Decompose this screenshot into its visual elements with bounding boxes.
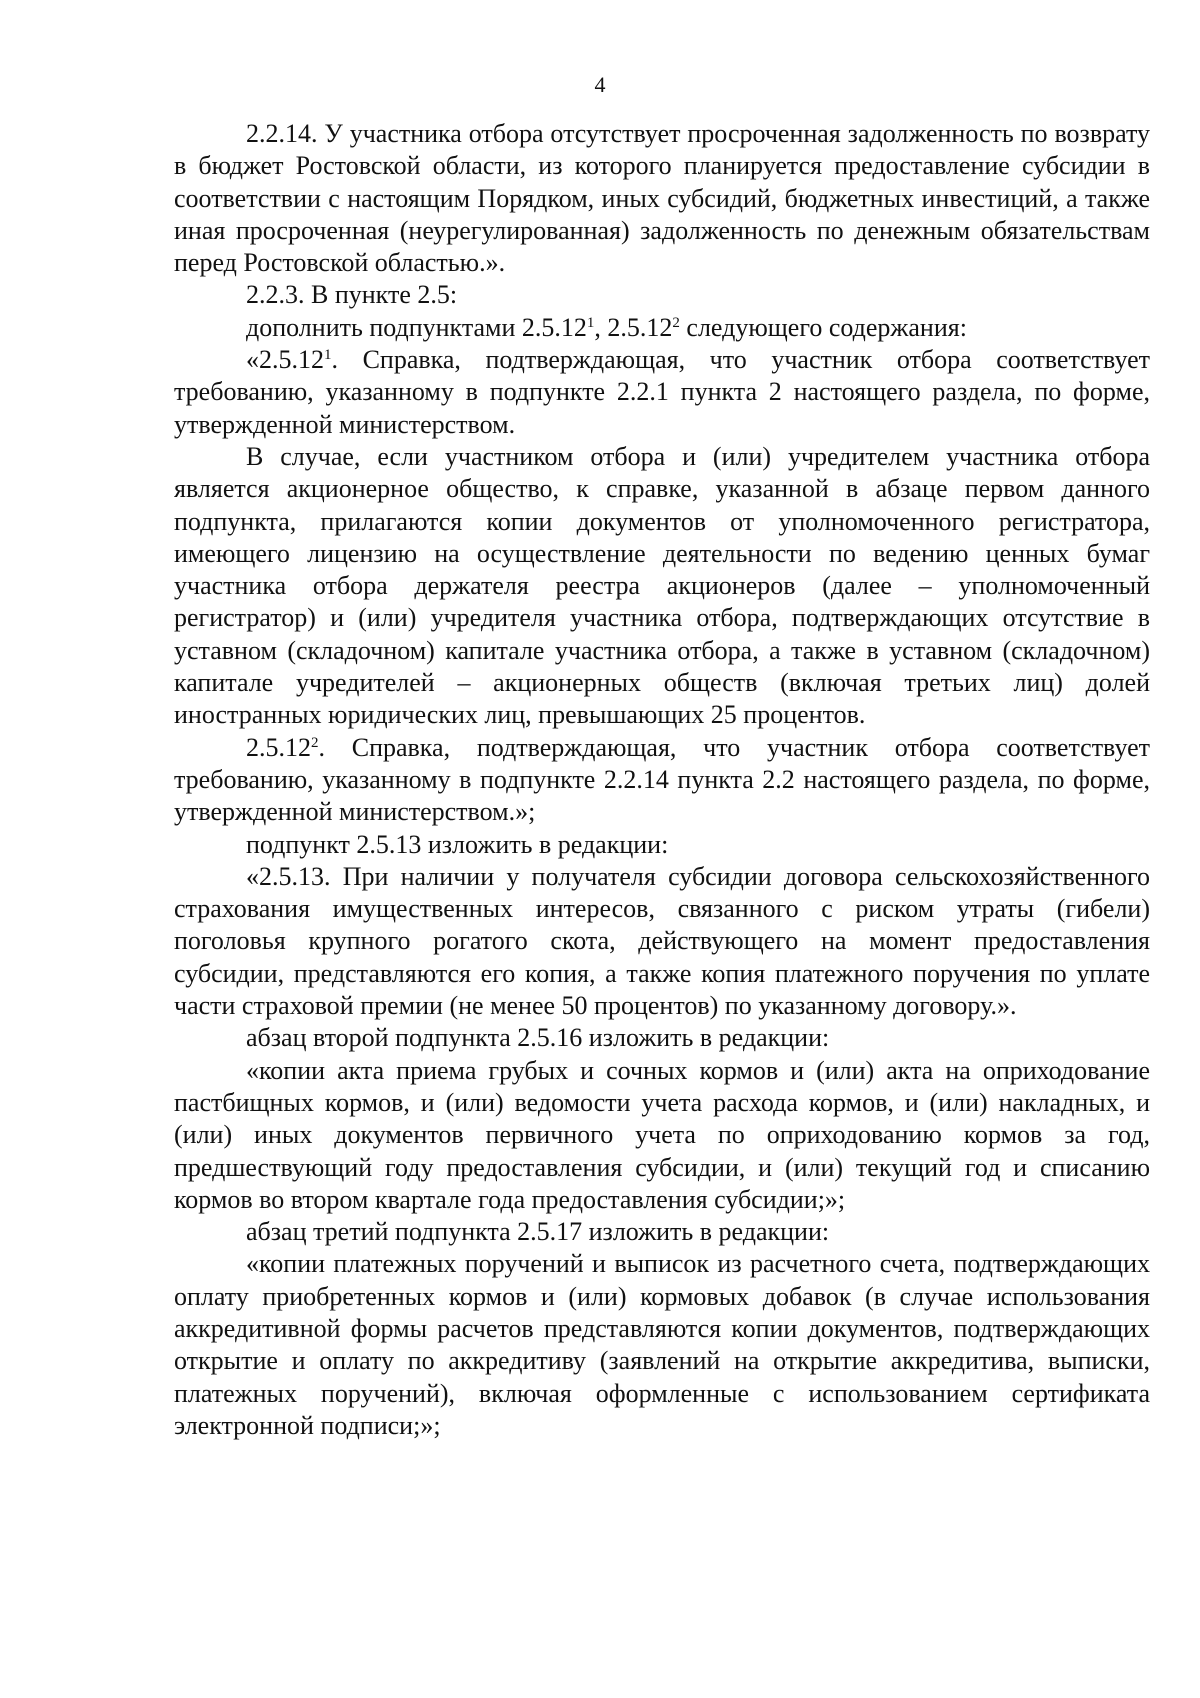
subpoint-number-a: 2.5.12 (246, 732, 311, 762)
paragraph-2-2-3: 2.2.3. В пункте 2.5: (246, 280, 458, 310)
superscript-2: 2 (311, 734, 319, 751)
paragraph-2-5-12-2 (174, 732, 1150, 829)
paragraph-2-2-14: 2.2.14. У участника отбора отсутствует просроченная задолженность по возврату в бюджет Ростовской области, из которого планируется предоставление субсидии в соответствии с настоящим Порядком, иных субсидий, бюджетных инвестиций, а также иная просроченная (неурегулированная) задолженность по денежным обязательствам перед Ростовской областью.». (174, 119, 1150, 278)
paragraph-2-5-16-intro: абзац второй подпункта 2.5.16 изложить в редакции: (246, 1023, 830, 1053)
paragraph-2-5-13-intro: подпункт 2.5.13 изложить в редакции: (246, 829, 669, 859)
paragraph-2-5-17: «копии платежных поручений и выписок из расчетного счета, подтверждающих оплату приобретенных кормов и (или) кормовых добавок (в случае использования аккредитивной формы расчетов представляются копии документов, подтверждающих открытие и оплату по аккредитиву (заявлений на открытие аккредитива, выписки, платежных поручений), включая оформленные с использованием сертификата электронной подписи;»; (174, 1249, 1150, 1440)
document-body (174, 118, 1150, 1442)
subpoint-number-a: «2.5.12 (246, 345, 324, 375)
add-subpoints-text-b: , 2.5.12 (594, 312, 673, 342)
superscript-1: 1 (324, 347, 332, 364)
paragraph-joint-stock: В случае, если участником отбора и (или) учредителем участника отбора является акционерное общество, к справке, указанной в абзаце первом данного подпункта, прилагаются копии документов от уполномоченного регистратора, имеющего лицензию на осуществление деятельности по ведению ценных бумаг участника отбора держателя реестра акционеров (далее – уполномоченный регистратор) и (или) учредителя участника отбора, подтверждающих отсутствие в уставном (складочном) капитале участника отбора, а также в уставном (складочном) капитале учредителей – акционерных обществ (включая третьих лиц) долей иностранных юридических лиц, превышающих 25 процентов. (174, 441, 1150, 730)
paragraph-2-5-13: «2.5.13. При наличии у получателя субсидии договора сельскохозяйственного страхования имущественных интересов, связанного с риском утраты (гибели) поголовья крупного рогатого скота, действующего на момент предоставления субсидии, представляются его копия, а также копия платежного поручения по уплате части страховой премии (не менее 50 процентов) по указанному договору.». (174, 861, 1150, 1021)
subpoint-text: . Справка, подтверждающая, что участник отбора соответствует требованию, указанному в подпункте 2.2.1 пункта 2 настоящего раздела, по форме, утвержденной министерством. (174, 345, 1150, 439)
add-subpoints-text-a: дополнить подпунктами 2.5.12 (246, 312, 587, 342)
paragraph-add-subpoints (174, 312, 1150, 344)
page-number: 4 (594, 72, 606, 97)
paragraph-2-5-16: «копии акта приема грубых и сочных кормов и (или) акта на оприходование пастбищных кормов, и (или) ведомости учета расхода кормов, и (или) накладных, и (или) иных документов первичного учета по оприходованию кормов за год, предшествующий году предоставления субсидии, и (или) текущий год и списанию кормов во втором квартале года предоставления субсидии;»; (174, 1055, 1150, 1214)
paragraph-2-5-12-1 (174, 344, 1150, 441)
superscript-2: 2 (672, 314, 680, 331)
superscript-1: 1 (586, 314, 595, 331)
paragraph-2-5-17-intro: абзац третий подпункта 2.5.17 изложить в редакции: (246, 1217, 830, 1247)
subpoint-text: . Справка, подтверждающая, что участник отбора соответствует требованию, указанному в подпункте 2.2.14 пункта 2.2 настоящего раздела, по форме, утвержденной министерством.»; (174, 732, 1150, 827)
add-subpoints-text-c: следующего содержания: (679, 312, 967, 342)
